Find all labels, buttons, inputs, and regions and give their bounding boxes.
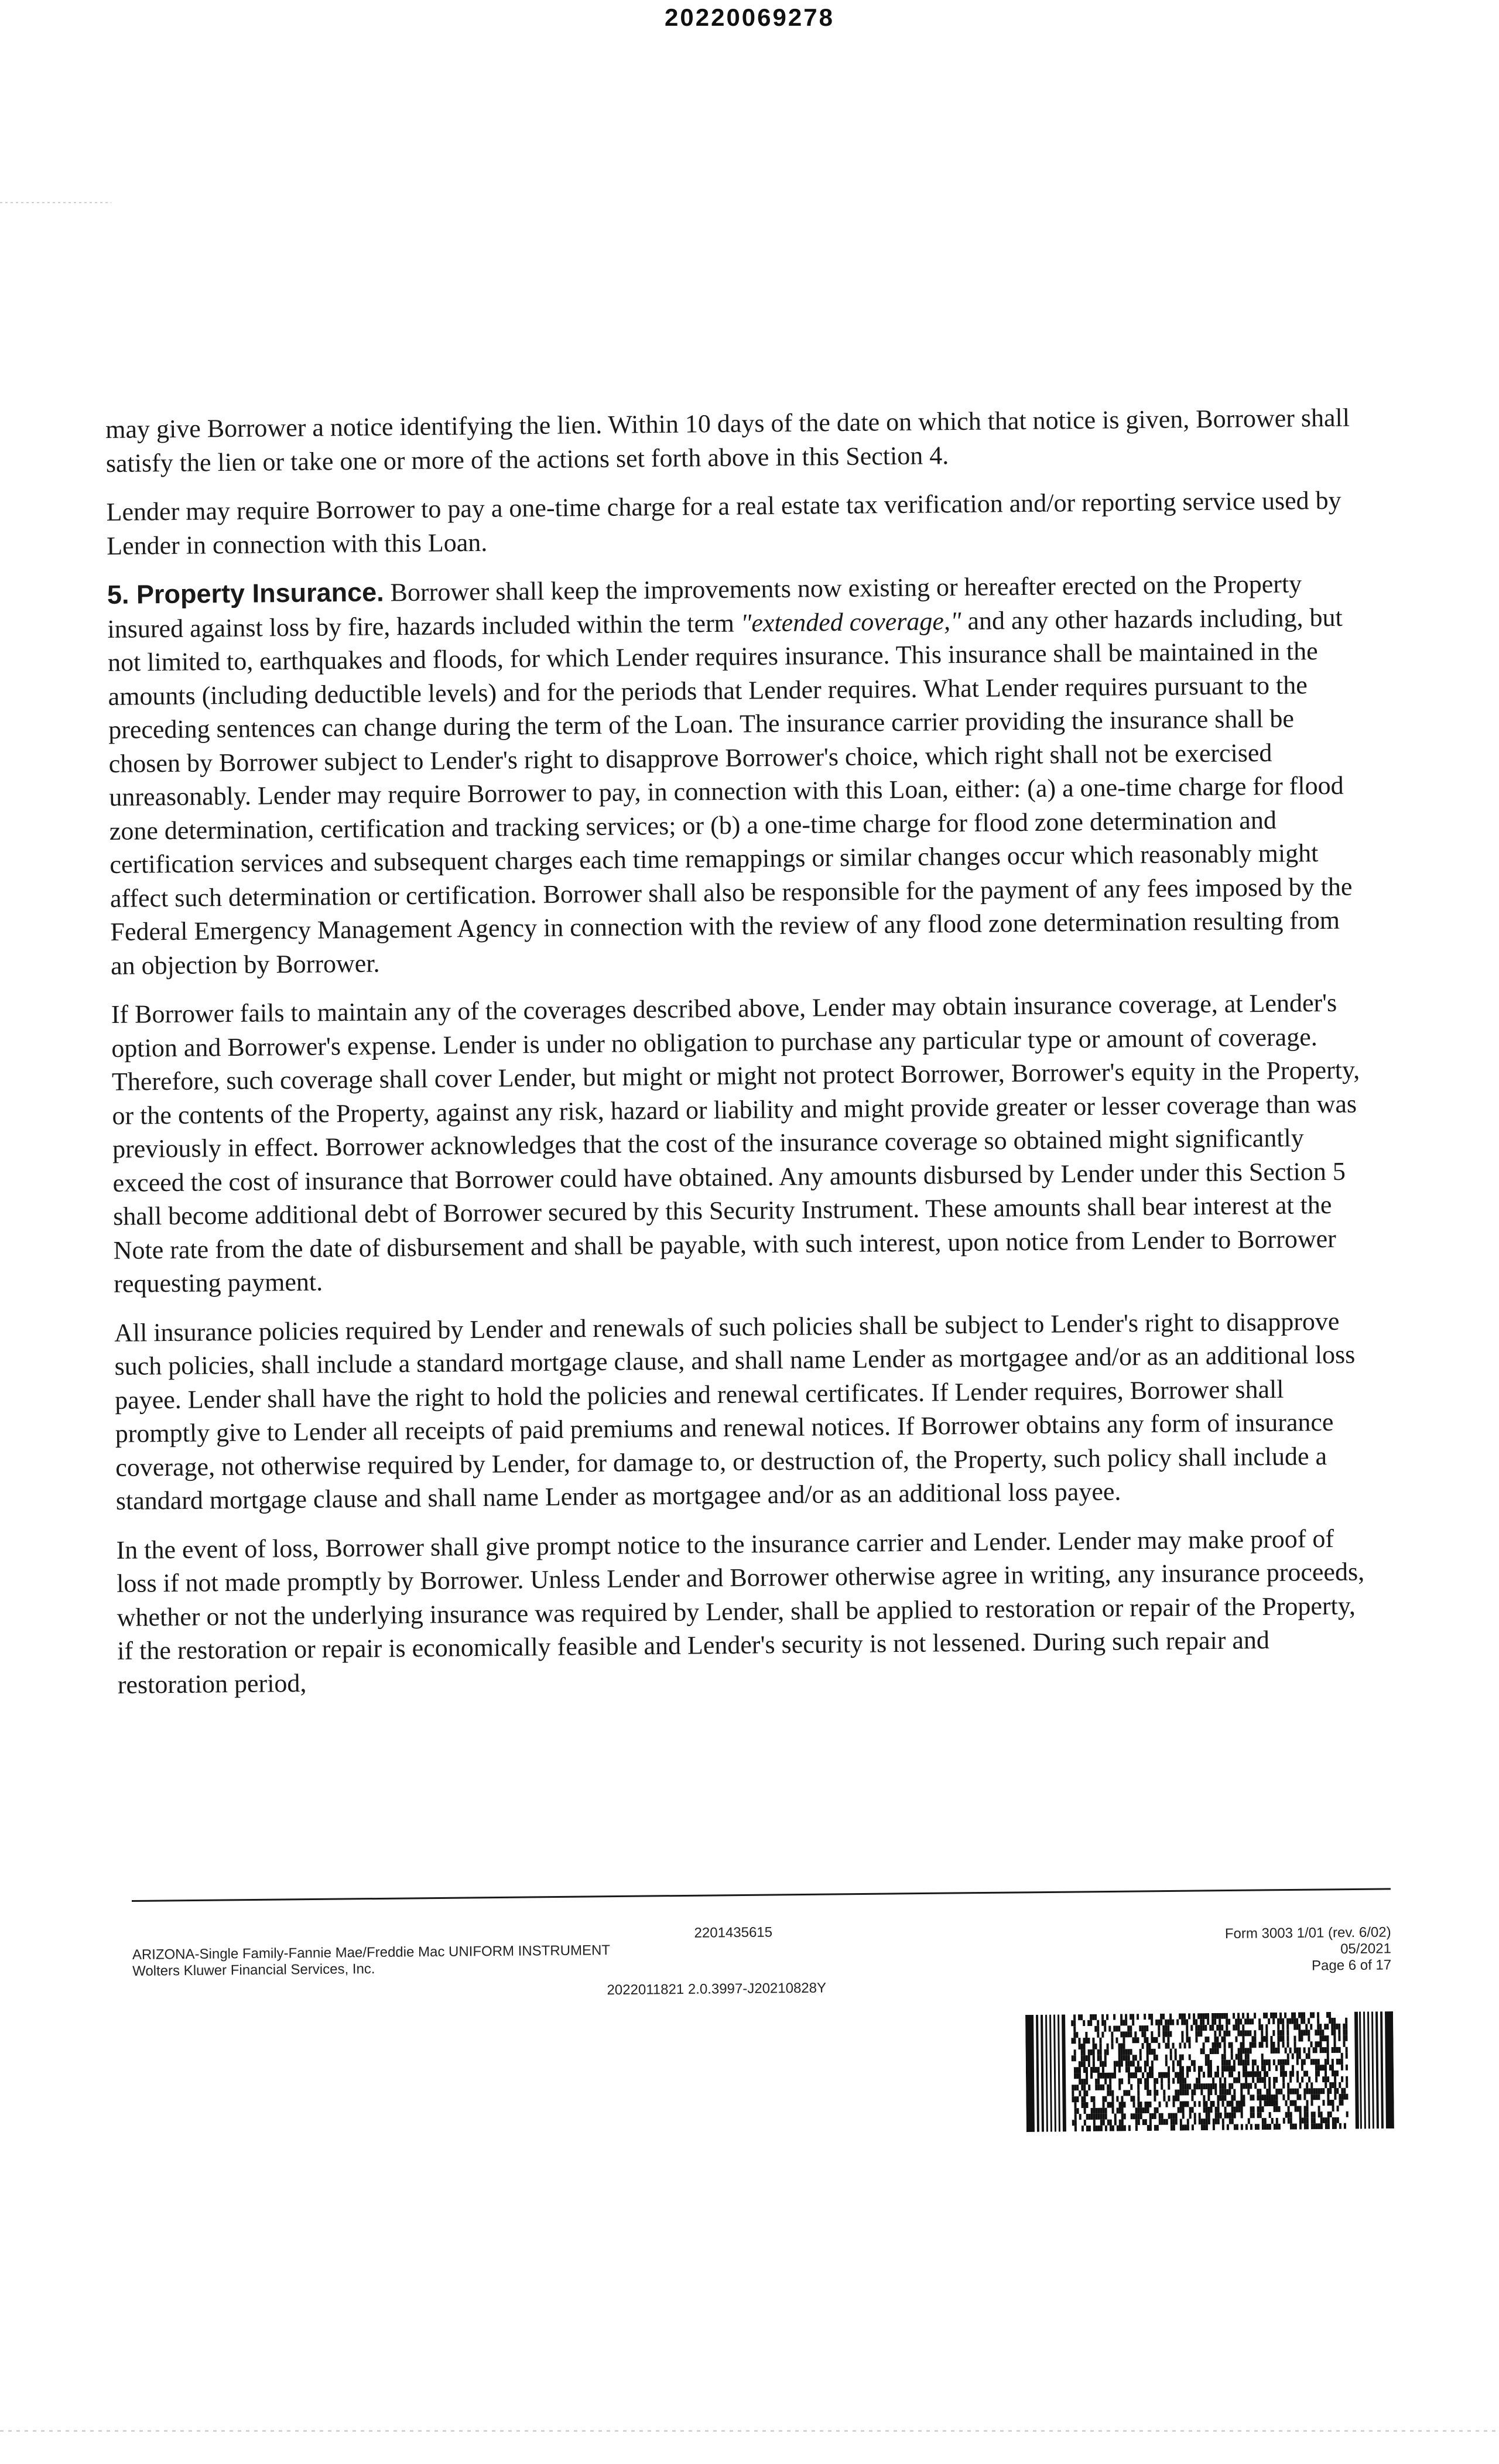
scan-artifact-bottom xyxy=(0,2430,1499,2432)
paragraph-property-insurance xyxy=(107,566,1370,983)
form-footer xyxy=(132,1888,1392,1998)
section-5-heading: 5. Property Insurance. xyxy=(107,577,384,610)
barcode-graphic xyxy=(1025,2011,1394,2132)
paragraph-insurance-policies: All insurance policies required by Lender and renewals of such policies shall be subject to Lender's right to disapprove such policies, shall include a standard mortgage clause, and shall name Lender as mortgagee and/or as an additional loss payee. Lender shall have the right to hold the policies and renewal certificates. If Lender requires, Borrower shall promptly give to Lender all receipts of paid premiums and renewal notices. If Borrower obtains any form of insurance coverage, not otherwise required by Lender, for damage to, or destruction of, the Property, such policy shall include a standard mortgage clause and shall name Lender as mortgagee and/or as an additional loss payee. xyxy=(114,1306,1356,1515)
loan-number: 2201435615 xyxy=(694,1924,773,1941)
vendor-name: Wolters Kluwer Financial Services, Inc. xyxy=(132,1961,375,1979)
pdf417-barcode-icon xyxy=(1025,2011,1394,2132)
footer-divider xyxy=(132,1888,1391,1902)
paragraph-event-of-loss: In the event of loss, Borrower shall give prompt notice to the insurance carrier and Lender. Lender may make proof of loss if not made promptly by Borrower. Unless Lender and Borrower otherwise agree in writing, any insurance proceeds, whether or not the underlying insurance was required by Lender, shall be applied to restoration or repair of the Property, if the restoration or repair is economically feasible and Lender's security is not lessened. During such repair and restoration period, xyxy=(116,1524,1365,1699)
paragraph-tax-verification: Lender may require Borrower to pay a one-time charge for a real estate tax verification and/or reporting service used by Lender in connection with this Loan. xyxy=(106,485,1341,560)
section-5-text-b: and any other hazards including, but not limited to, earthquakes and floods, for which Lender requires insurance. This insurance shall be maintained in the amounts (including deductible levels) and for the periods that Lender requires. What Lender requires pursuant to the preceding sentences can change during the term of the Loan. The insurance carrier providing the insurance shall be chosen by Borrower subject to Lender's right to disapprove Borrower's choice, which right shall not be exercised unreasonably. Lender may require Borrower to pay, in connection with this Loan, either: (a) a one-time charge for flood zone determination, certification and tracking services; or (b) a one-time charge for flood zone determination and certification services and subsequent charges each time remappings or similar changes occur which reasonably might affect such determination or certification. Borrower shall also be responsible for the payment of any fees imposed by the Federal Emergency Management Agency in connection with the review of any flood zone determination resulting from an objection by Borrower. xyxy=(107,603,1353,980)
document-body xyxy=(105,401,1377,1717)
form-description: ARIZONA-Single Family-Fannie Mae/Freddie Mac UNIFORM INSTRUMENT xyxy=(132,1942,611,1963)
page-number: Page 6 of 17 xyxy=(1311,1957,1392,1974)
section-5-term: "extended coverage," xyxy=(740,606,961,638)
document-id: 2022011821 2.0.3997-J20210828Y xyxy=(607,1980,827,1998)
recording-number: 20220069278 xyxy=(665,4,834,31)
scan-artifact xyxy=(0,202,111,203)
paragraph-lien-notice: may give Borrower a notice identifying the lien. Within 10 days of the date on which that notice is given, Borrower shall satisfy the lien or take one or more of the actions set forth above in this Section 4. xyxy=(105,403,1350,478)
form-revision: 05/2021 xyxy=(1340,1941,1392,1957)
form-number: Form 3003 1/01 (rev. 6/02) xyxy=(1224,1924,1391,1942)
form-info xyxy=(1098,1924,1392,1976)
section-5-text-a: Borrower shall keep the improvements now existing or hereafter erected on the Property insured against loss by fire, hazards included within the term xyxy=(107,569,1302,644)
paragraph-coverage-failure: If Borrower fails to maintain any of the coverages described above, Lender may obtain insurance coverage, at Lender's option and Borrower's expense. Lender is under no obligation to purchase any particular type or amount of coverage. Therefore, such coverage shall cover Lender, but might or might not protect Borrower, Borrower's equity in the Property, or the contents of the Property, against any risk, hazard or liability and might provide greater or lesser coverage than was previously in effect. Borrower acknowledges that the cost of the insurance coverage so obtained might significantly exceed the cost of insurance that Borrower could have obtained. Any amounts disbursed by Lender under this Section 5 shall become additional debt of Borrower secured by this Security Instrument. These amounts shall bear interest at the Note rate from the date of disbursement and shall be payable, with such interest, upon notice from Lender to Borrower requesting payment. xyxy=(111,988,1360,1298)
